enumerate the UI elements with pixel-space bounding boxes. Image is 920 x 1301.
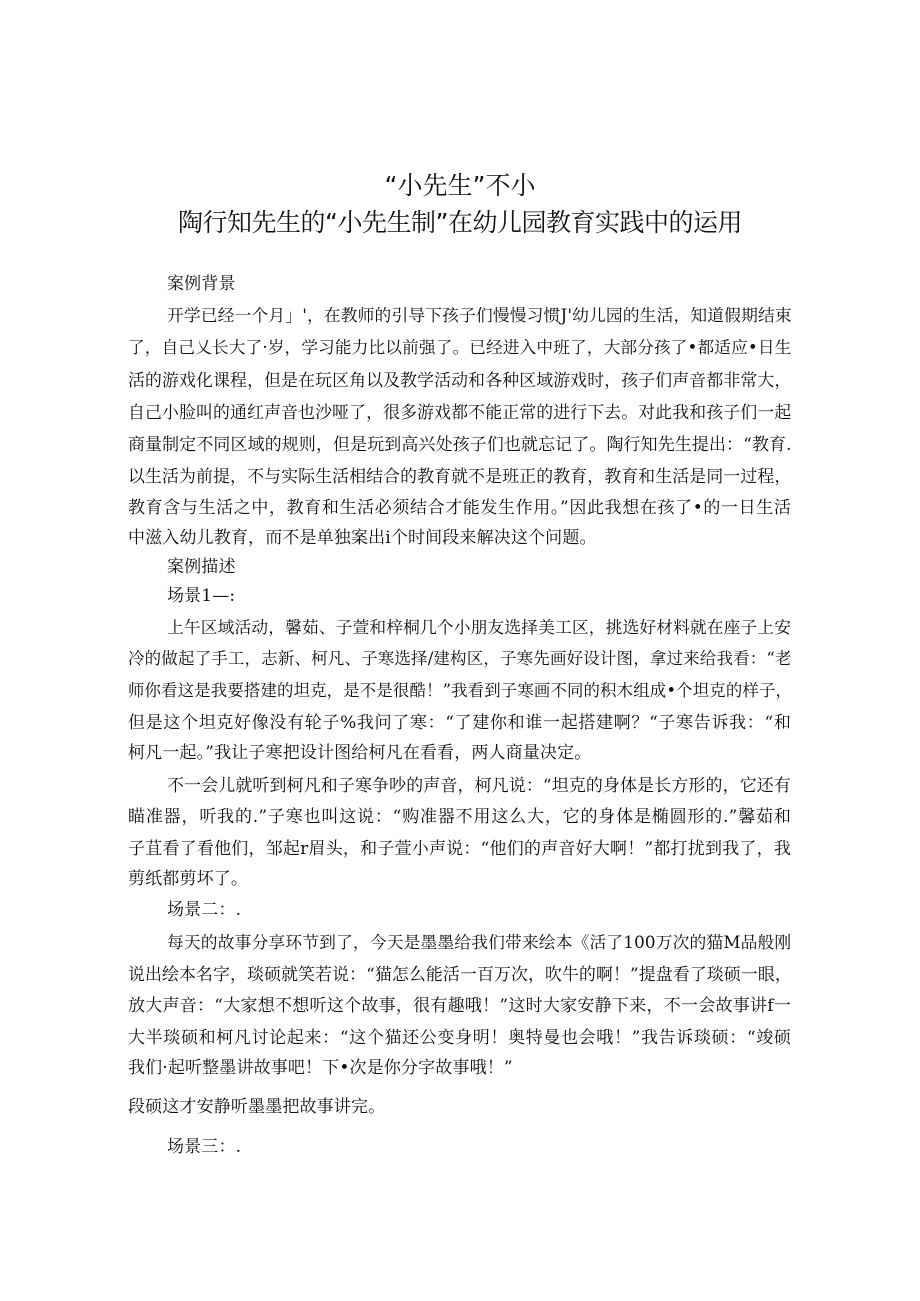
scene1-line-5: 柯凡一起。”我让子寒把设计图给柯凡在看看，两人商量决定。 [128, 743, 592, 763]
document-title: “小先生”不小 [384, 171, 536, 200]
scene1-para2-line-2: 瞄准器，听我的.”子寒也叫这说：“购准器不用这么大，它的身体是椭圆形的.”馨茹和 [128, 807, 791, 827]
scene1-para2-line-1: 不一会儿就听到柯凡和子寒争吵的声音，柯凡说：“坦克的身体是长方形的，它还有 [167, 775, 791, 795]
document-subtitle: 陶行知先生的“小先生制”在幼儿园教育实践中的运用 [178, 208, 742, 237]
heading-case-background: 案例背景 [167, 274, 236, 294]
scene1-line-3: 师你看这是我要搭建的坦克，是不是很酷！”我看到子寒画不同的积木组成•个坦克的样子， [128, 681, 793, 700]
background-line-5: 商量制定不同区域的规则，但是玩到高兴处孩子们也就忘记了。陶行知先生提出：“教育. [128, 434, 792, 454]
background-line-4: 自己小脸叫的通红声音也沙哑了，很多游戏都不能正常的进行下去。对此我和孩子们一起 [128, 402, 792, 422]
background-line-7: 教育含与生活之中，教育和生活必须结合才能发生作用。”因此我想在孩了•的一日生活 [128, 498, 791, 518]
scene1-para2-line-3: 子苴看了看他们，邹起r眉头，和子萱小声说：“他们的声音好大啊！”都打扰到我了，我 [128, 839, 791, 859]
scene1-line-4: 但是这个坦克好像没有轮子%我问了寒：“了建你和谁一起搭建啊？“子寒告诉我：“和 [128, 713, 791, 733]
heading-case-description: 案例描述 [167, 557, 236, 577]
background-line-1: 开学已经一个月」'，在教师的引导下孩子们慢慢习惯J'幼儿园的生活，知道假期结束 [167, 305, 792, 325]
scene2-closing-line: 段硕这才安静听墨墨把故事讲完。 [128, 1097, 386, 1117]
scene2-line-5: 我们·起听整墨讲故事吧！下•次是你分字故事哦！” [128, 1058, 513, 1078]
background-line-6: 以生活为前提，不与实际生活相结合的教育就不是班正的教育，教育和生活是同一过程， [128, 466, 792, 486]
background-line-3: 活的游戏化课程，但是在玩区角以及教学活动和各种区域游戏时，孩子们声音都非常大， [128, 370, 792, 390]
scene2-line-2: 说出绘本名字，琰硕就笑若说：“猫怎么能活一百万次，吹牛的啊！”提盘看了琰硕一眼， [128, 964, 792, 984]
scene-2-label: 场景二：. [167, 900, 242, 920]
scene-1-label: 场景1—: [167, 586, 236, 606]
scene1-line-2: 冷的做起了手工，志新、柯凡、子寒选择/建构区，子寒先画好设计图，拿过来给我看：“老 [128, 649, 792, 668]
scene1-para2-line-4: 剪纸都剪坏了。 [128, 869, 249, 889]
scene2-line-3: 放大声音：“大家想不想听这个故事，很有趣哦！”这时大家安静下来，不一会故事讲f一 [128, 996, 791, 1016]
background-line-2: 了，自己乂长大了·岁，学习能力比以前强了。已经进入中班了，大部分孩了•都适应•日生 [128, 338, 792, 357]
scene-3-label: 场景三：. [167, 1137, 242, 1157]
scene2-line-4: 大半琰硕和柯凡讨论起来：“这个猫还公变身明！奥特曼也会哦！”我告诉琰硕：“竣硕 [128, 1028, 791, 1048]
background-line-8: 中滋入幼儿教育，而不是单独案出i个时间段来解决这个问题。 [128, 528, 597, 548]
scene1-line-1: 上午区域活动，馨茹、子萱和梓桐几个小朋友选择美工区，挑选好材料就在座子上安 [167, 617, 792, 637]
scene2-line-1: 每天的故事分享环节到了，今天是墨墨给我们带来绘本《活了100万次的猫M品般刚 [167, 932, 792, 952]
